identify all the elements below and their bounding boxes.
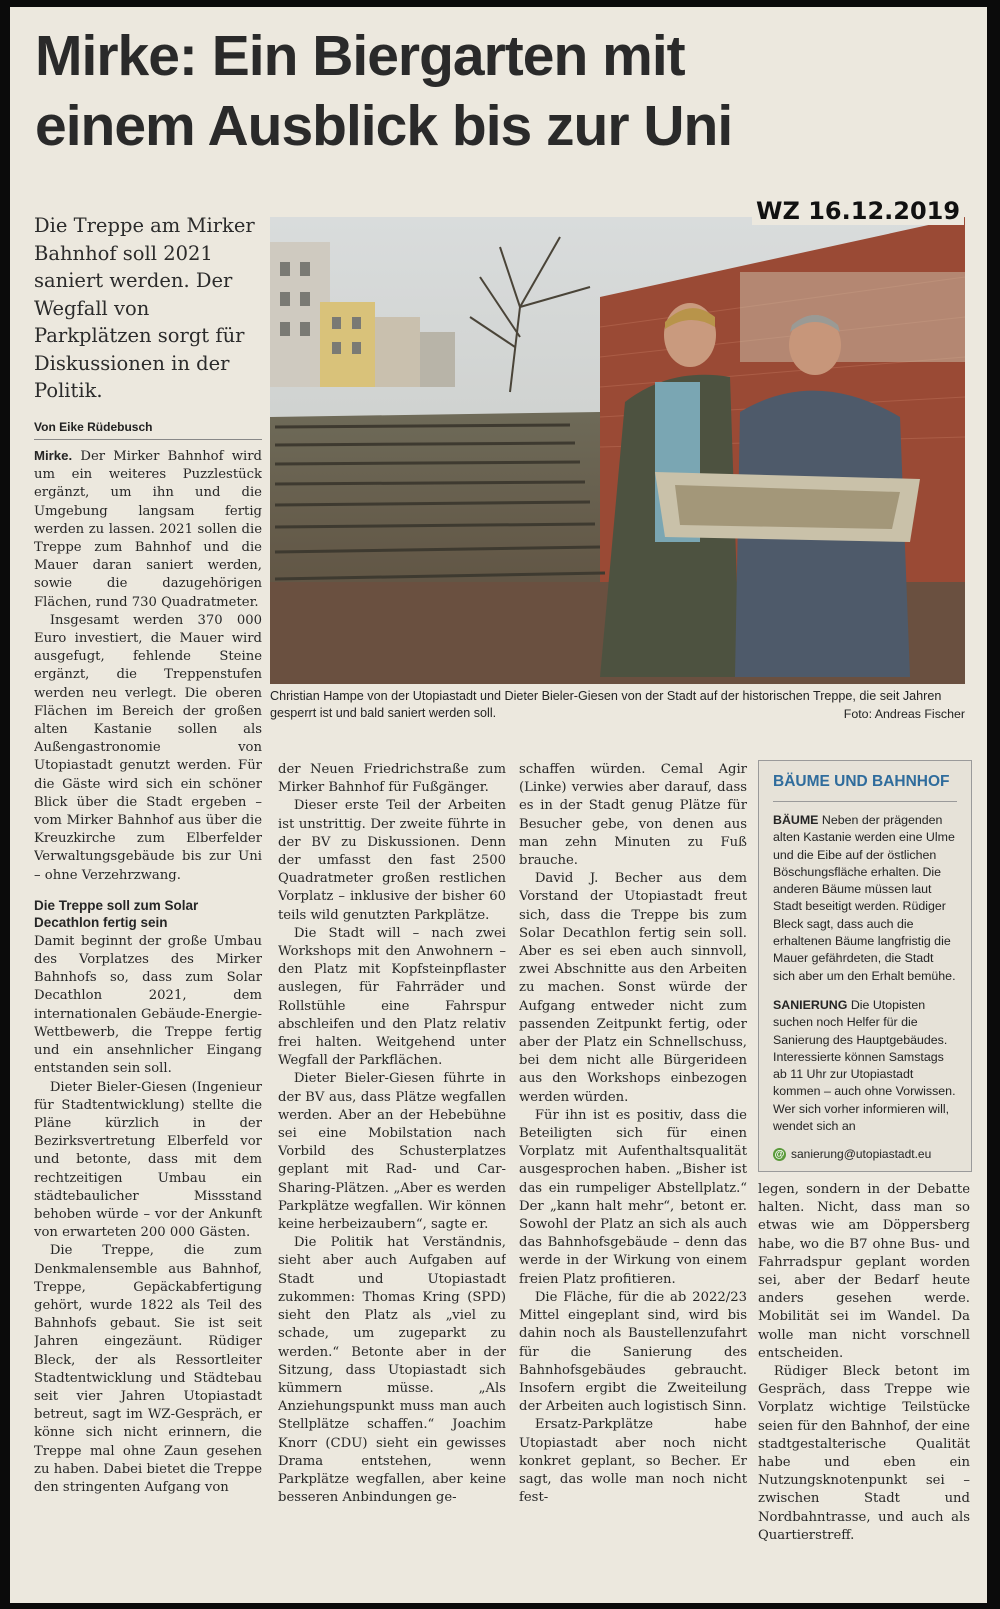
col2-paragraph-4: Dieter Bieler-Giesen führte in der BV aus, dass Plätze wegfallen werden. Aber an der Hebebühne sei eine Mobilstation nach Vorbild des Schusterplatzes geplant mit Rad- und Car-Sharing-Plätzen. „Aber es werden Parkplätze wegfallen. Wir können keine herbeizaubern“, sagte er. <box>278 1071 506 1233</box>
renovation-text: Die Utopisten suchen noch Helfer für die Sanierung des Hauptgebäudes. Interessierte können Samstags ab 11 Uhr zur Utopiastadt kommen – auch ohne Vorwissen. Wer sich vorher informieren will, wendet sich an <box>773 997 956 1134</box>
col1-paragraph-5: Die Treppe, die zum Denkmalensemble aus Bahnhof, Treppe, Gepäckabfertigung gehört, wurde 1822 als Teil des Bahnhofs gebaut. Sie ist seit Jahren eingezäunt. Rüdiger Bleck, der als Ressortleiter Stadtentwicklung und Städtebau seit vier Jahren Utopiastadt betreut, sagt im WZ-Gespräch, er könne sich nicht erinnern, die Treppe mal ohne Zaun gesehen zu haben. Dabei bietet die Treppe den stringenten Aufgang von <box>34 1243 262 1495</box>
article-column-2 <box>278 761 506 1572</box>
byline-rule <box>34 439 262 440</box>
article-column-3 <box>519 761 747 1572</box>
subheading: Die Treppe soll zum Solar Decathlon fertig sein <box>34 897 199 930</box>
info-box-title: BÄUME UND BAHNHOF <box>773 773 950 790</box>
date-stamp: WZ 16.12.2019 <box>752 197 964 225</box>
col2-paragraph-1: der Neuen Friedrichstraße zum Mirker Bahnhof für Fußgänger. <box>278 762 506 796</box>
photo-illustration <box>270 217 965 684</box>
byline: Von Eike Rüdebusch <box>34 420 153 434</box>
headline-line-2: einem Ausblick bis zur Uni <box>35 94 733 158</box>
dateline: Mirke. <box>34 448 73 463</box>
newspaper-page <box>10 7 987 1603</box>
col1-paragraph-2: Insgesamt werden 370 000 Euro investiert, die Mauer wird ausgefugt, fehlende Steine ergänzt, die Treppenstufen werden neu verlegt. Die oberen Flächen im Bereich der großen alten Kastanie sollen als Außengastronomie von Utopiastadt genutzt werden. Für die Gäste wird sich ein schöner Blick über die Stadt ergeben – vom Mirker Bahnhof aus über die Kreuzkirche zum Elberfelder Verwaltungsgebäude bis zur Uni – ohne Verzehrzwang. <box>34 612 262 883</box>
lead-paragraph: Die Treppe am Mirker Bahnhof soll 2021 saniert werden. Der Wegfall von Parkplätzen sorgt für Diskussionen in der Politik. <box>34 214 255 402</box>
photo-credit: Foto: Andreas Fischer <box>843 707 965 721</box>
col2-paragraph-5: Die Politik hat Verständnis, sieht aber auch Aufgaben auf Stadt und Utopiastadt zukommen: Thomas Kring (SPD) sieht den Platz als „viel zu schade, um zugeparkt zu werden.“ Betonte aber in der Sitzung, dass Utopiastadt sich kümmern müsse. „Als Anziehungspunkt muss man auch Stellplätze schaffen.“ Joachim Knorr (CDU) sieht ein gewisses Drama entstehen, wenn Parkplätze wegfallen, aber keine besseren Anbindungen ge- <box>278 1235 506 1506</box>
article-photo <box>270 217 965 684</box>
col3-paragraph-1: schaffen würden. Cemal Agir (Linke) verwies aber darauf, dass es in der Stadt genug Plätze für Besucher gebe, von denen aus man zehn Minuten zu Fuß brauche. <box>519 762 747 869</box>
col3-paragraph-3: Für ihn ist es positiv, dass die Beteiligten sich für einen Vorplatz mit Aufenthaltsqualität ausgesprochen haben. „Bisher ist das ein rumpeliger Abstellplatz.“ Der „kann halt mehr“, betont er. Sowohl der Platz an sich als auch das Bahnhofsgebäude – denn das werde in der Wirkung von einem freien Platz profitieren. <box>519 1107 747 1287</box>
info-box-trees <box>773 812 957 985</box>
col2-paragraph-2: Dieser erste Teil der Arbeiten ist unstrittig. Der zweite führte in der BV zu Diskussionen. Denn der umfasst den fast 2500 Quadratmeter großen restlichen Vorplatz – inklusive der bisher 60 teils wild genutzten Parkplätze. <box>278 798 506 923</box>
trees-text: Neben der prägenden alten Kastanie werden eine Ulme und die Eibe auf der östlichen Böschungsfläche erhalten. Die anderen Bäume müssen laut Stadt beseitigt werden. Rüdiger Bleck sagt, dass auch die erhaltenen Bäume langfristig die Mauer gefährdeten, die Stadt sich aber um den Erhalt bemühe. <box>773 813 956 983</box>
headline-line-1: Mirke: Ein Biergarten mit <box>35 24 685 88</box>
col4-paragraph-1: legen, sondern in der Debatte halten. Nicht, dass man so etwas wie am Döppersberg habe, wo die B7 ohne Bus- und Fahrradspur geplant worden sei, aber der Bedarf heute anders gesehen werde. Mobilität sei im Wandel. Da wolle man nicht vorschnell entscheiden. <box>758 1182 970 1361</box>
trees-keyword: BÄUME <box>773 813 819 827</box>
article-column-1 <box>34 447 262 1572</box>
email-row <box>773 1147 957 1161</box>
col4-paragraph-2: Rüdiger Bleck betont im Gespräch, dass Treppe wie Vorplatz wichtige Teilstücke seien für den Bahnhof, der eine stadtgestalterische Qualität habe und eben ein Nutzungsknotenpunkt sei – zwischen Stadt und Nordbahntrasse, und auch als Quartierstreff. <box>758 1364 970 1543</box>
article-column-4 <box>758 1181 970 1572</box>
info-box-renovation <box>773 997 957 1135</box>
col3-paragraph-5: Ersatz-Parkplätze habe Utopiastadt aber noch nicht konkret geplant, so Becher. Er sagt, das wolle man noch nicht fest- <box>519 1417 747 1506</box>
headline <box>35 21 965 161</box>
col1-paragraph-4: Dieter Bieler-Giesen (Ingenieur für Stadtentwicklung) stellte die Pläne kürzlich in der Bezirksvertretung Elberfeld vor und betonte, dass mit dem rechtzeitigen Umbau ein städtebaulicher Missstand behoben würde – vor der Ankunft von erwarteten 200 000 Gästen. <box>34 1079 262 1241</box>
col2-paragraph-3: Die Stadt will – nach zwei Workshops mit den Anwohnern – den Platz mit Kopfsteinpflaster auslegen, für Fahrräder und Rollstühle eine Fahrspur abschleifen und den Platz relativ frei halten. Weitgehend unter Wegfall der Parkflächen. <box>278 925 506 1069</box>
renovation-keyword: SANIERUNG <box>773 997 848 1012</box>
col3-paragraph-4: Die Fläche, für die ab 2022/23 Mittel eingeplant sind, wird bis dahin noch als Baustellenzufahrt für die Sanierung des Bahnhofsgebäudes gebraucht. Insofern ergibt die Zweiteilung der Arbeiten auch logistisch Sinn. <box>519 1289 747 1415</box>
info-box <box>758 760 972 1172</box>
col1-paragraph-1: Der Mirker Bahnhof wird um ein weiteres Puzzlestück ergänzt, um ihn und die Umgebung langsam fertig werden zu lassen. 2021 sollen die Treppe zum Bahnhof und die Mauer daran saniert werden, sowie die dazugehörigen Flächen, rund 730 Quadratmeter. <box>34 449 262 610</box>
photo-caption: Christian Hampe von der Utopiastadt und Dieter Bieler-Giesen von der Stadt auf der historischen Treppe, die seit Jahren gesperrt ist und bald saniert werden soll. <box>270 689 942 720</box>
email-address: sanierung@utopiastadt.eu <box>791 1147 932 1162</box>
email-at-icon: @ <box>774 1148 785 1160</box>
col3-paragraph-2: David J. Becher aus dem Vorstand der Utopiastadt freut sich, dass die Treppe bis zum Solar Decathlon fertig sein soll. Aber es sei eben auch sinnvoll, zwei Abschnitte aus den Arbeiten zu machen. Sonst würde der Aufgang entweder nicht zum passenden Zeitpunkt fertig, oder aber der Platz ein Schnellschuss, bei dem nicht alle Bürgerideen aus den Workshops einbezogen werden würden. <box>519 871 747 1105</box>
info-box-rule <box>773 801 957 802</box>
col1-paragraph-3: Damit beginnt der große Umbau des Vorplatzes des Mirker Bahnhofs so, dass zum Solar Decathlon 2021, dem internationalen Gebäude-Energie-Wettbewerb, die Treppe fertig und ein ansehnlicher Eingang entstanden sein soll. <box>34 933 262 1077</box>
